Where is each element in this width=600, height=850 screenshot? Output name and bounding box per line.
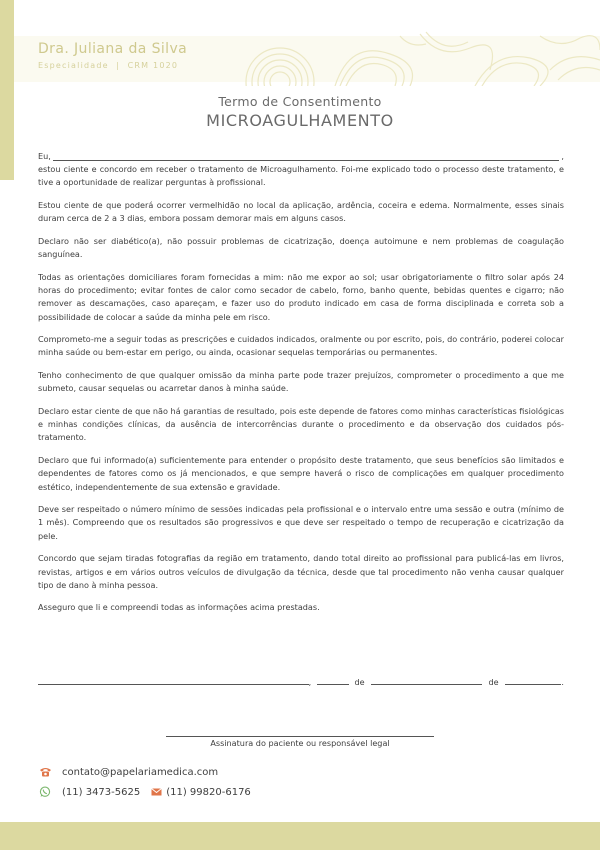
paragraph: Declaro que fui informado(a) suficientemente para entender o propósito deste tratamento, que seus benefícios são limitados e dependentes de fatores como os já mencionados, e que sempre haverá o risco de complicações em qualquer procedimento estético, independentemente de sua extensão e gravidade. [38,455,564,492]
header-decoration [240,30,600,86]
paragraph: Asseguro que li e compreendi todas as informações acima prestadas. [38,602,320,613]
phone-icon [38,766,52,778]
year-field[interactable] [505,675,562,685]
contact-email-row [38,766,218,778]
patient-name-field[interactable] [53,151,560,161]
paragraph: Todas as orientações domiciliares foram fornecidas a mim: não me expor ao sol; usar obrigatoriamente o filtro solar após 24 horas do procedimento; evitar fontes de calor como secador de cabelo, forno, banho quente, bebidas quentes e cigarro; não remover as descamações, caso apareçam, e fazer uso do produto indicado em casa de forma disciplinada e correta sob a possibilidade de colocar a saúde da minha pele em risco. [38,271,564,322]
date-de-1: de [354,677,365,687]
day-field[interactable] [317,675,348,685]
place-date-line [38,675,564,687]
doctor-subtitle: Especialidade | CRM 1020 [38,61,179,70]
whatsapp-icon [38,786,52,798]
signature-label: Assinatura do paciente ou responsável legal [210,738,390,748]
paragraph: estou ciente e concordo em receber o tratamento de Microagulhamento. Foi-me explicado todo o processo deste tratamento, e tive a oportunidade de realizar perguntas à profissional. [38,164,564,188]
paragraph: Estou ciente de que poderá ocorrer vermelhidão no local da aplicação, ardência, coceira e edema. Normalmente, esses sinais duram cerca de 2 a 3 dias, embora possam demorar mais em alguns casos. [38,200,564,224]
paragraph: Comprometo-me a seguir todas as prescrições e cuidados indicados, oralmente ou por escrito, pois, do contrário, poderei colocar minha saúde ou bem-estar em perigo, ou ainda, ocasionar sequelas temporárias ou permanentes. [38,334,564,358]
document-subtitle: MICROAGULHAMENTO [206,111,394,130]
month-field[interactable] [371,675,483,685]
date-end: . [561,677,564,687]
eu-label: Eu, [38,151,51,161]
mail-icon [150,787,162,797]
city-field[interactable] [38,675,309,685]
paragraph: Tenho conhecimento de que qualquer omissão da minha parte pode trazer prejuízos, comprometer o procedimento a que me submeto, causar sequelas ou acarretar danos à minha saúde. [38,370,564,394]
contact-phone[interactable]: (11) 99820-6176 [166,786,251,798]
contact-whatsapp[interactable]: (11) 3473-5625 [62,786,141,798]
date-de-2: de [488,677,499,687]
bottom-accent-bar [0,822,600,850]
signature-field[interactable] [166,736,434,737]
date-comma: , [308,677,312,687]
contact-email[interactable]: contato@papelariamedica.com [62,766,219,778]
contact-phone-row [38,786,251,798]
name-line [38,150,564,163]
document-title: Termo de Consentimento [218,94,382,109]
consent-text [38,150,564,624]
paragraph: Declaro não ser diabético(a), não possuir problemas de cicatrização, doença autoimune e nem problemas de coagulação sanguínea. [38,236,564,260]
eu-line-end: , [561,151,564,161]
doctor-name: Dra. Juliana da Silva [38,41,188,57]
paragraph: Declaro estar ciente de que não há garantias de resultado, pois este depende de fatores como minhas características fisiológicas e minhas condições clínicas, da ausência de intercorrências durante o procedimento e da observação dos cuidados pós-tratamento. [38,406,564,443]
left-accent-bar [0,0,14,180]
paragraph: Deve ser respeitado o número mínimo de sessões indicadas pela profissional e o intervalo entre uma sessão e outra (mínimo de 1 mês). Compreendo que os resultados são progressivos e que deve ser respeitado o tempo de recuperação e cicatrização da pele. [38,504,564,541]
paragraph: Concordo que sejam tiradas fotografias da região em tratamento, dando total direito ao profissional para publicá-las em livros, revistas, artigos e em vários outros veículos de divulgação da técnica, desde que tal procedimento não venha causar qualquer tipo de dano à minha pessoa. [38,553,564,590]
